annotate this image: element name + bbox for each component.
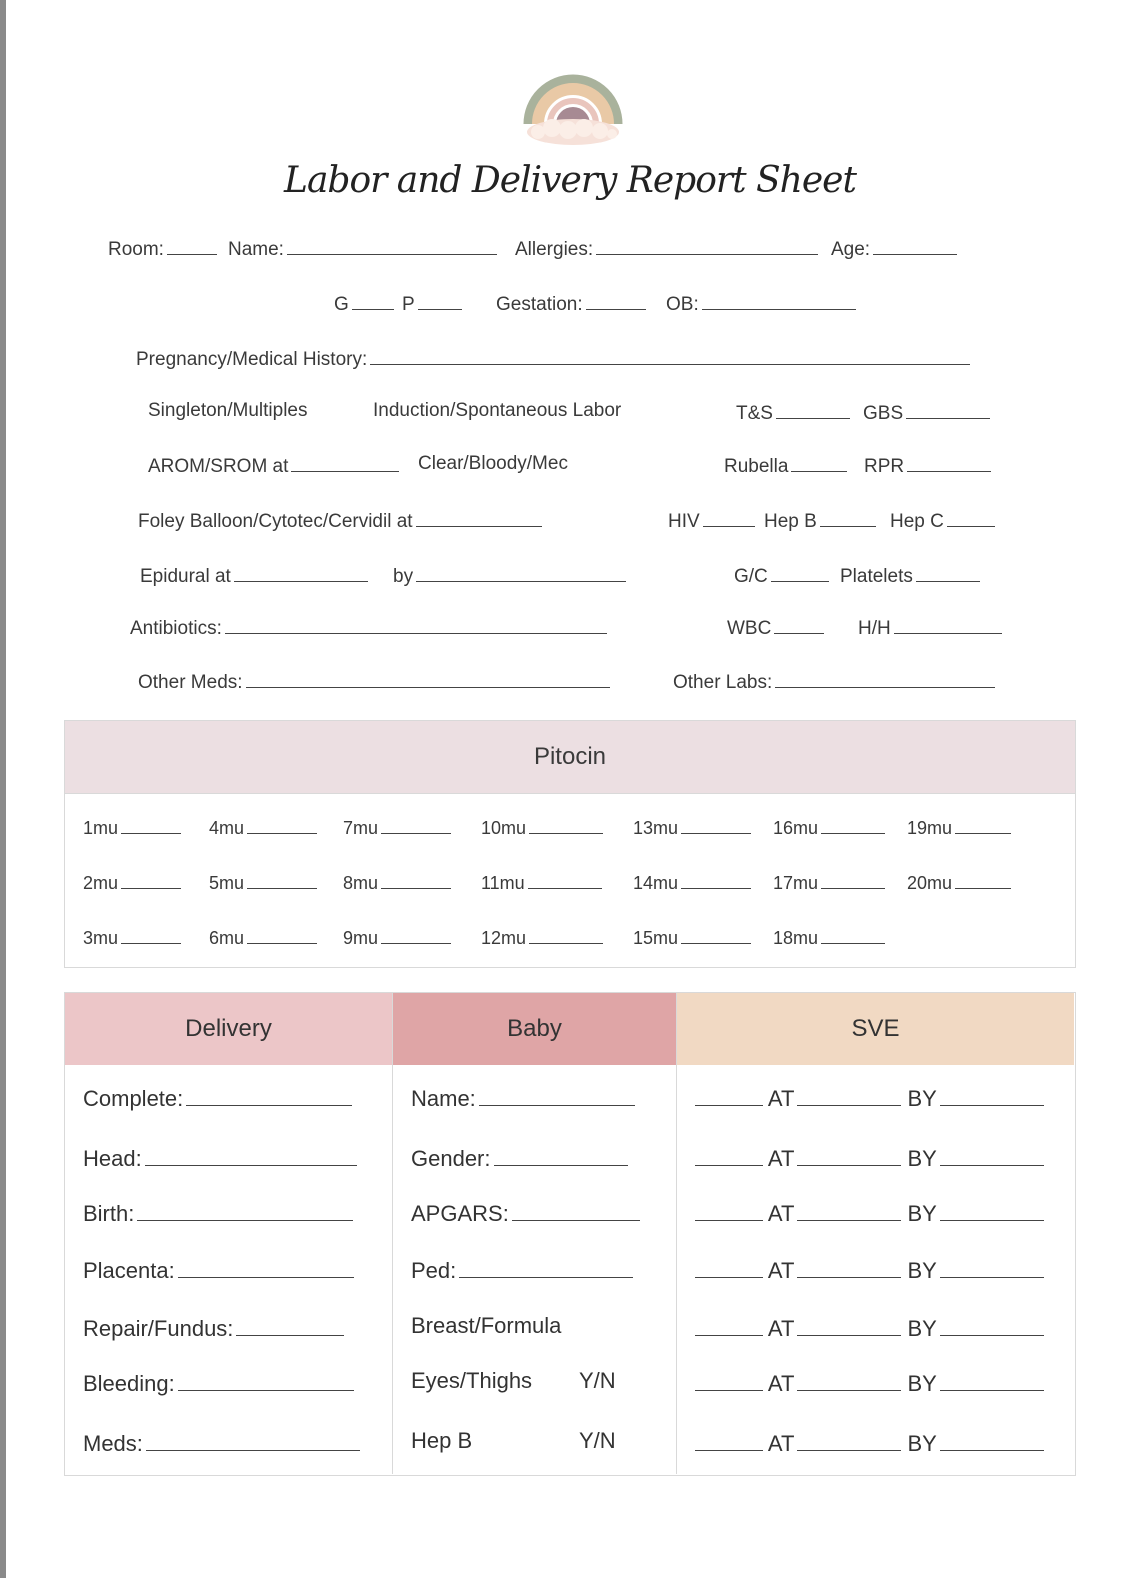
sve-by-label: BY xyxy=(901,1258,937,1283)
pitocin-rate-item xyxy=(481,868,602,896)
sve-header: SVE xyxy=(677,993,1074,1065)
sve-column xyxy=(677,993,1074,1474)
arom-label: AROM/SROM at xyxy=(148,456,289,477)
other-labs-field[interactable] xyxy=(775,665,995,688)
pitocin-rate-item xyxy=(83,923,181,951)
ts-field[interactable] xyxy=(776,396,850,419)
pitocin-table xyxy=(64,720,1076,968)
pitocin-rate-item xyxy=(343,813,451,841)
sve-at-label: AT xyxy=(763,1431,795,1456)
pitocin-rate-field[interactable] xyxy=(681,868,751,889)
pitocin-rate-label: 2mu xyxy=(83,873,119,893)
delivery-item-field[interactable] xyxy=(178,1366,354,1391)
pitocin-rate-field[interactable] xyxy=(821,813,885,834)
row-gp xyxy=(334,287,894,317)
delivery-item-label: Complete: xyxy=(83,1086,184,1111)
epidural-by-field[interactable] xyxy=(416,559,626,582)
pitocin-rate-field[interactable] xyxy=(247,923,317,944)
delivery-item xyxy=(83,1141,357,1174)
pitocin-rate-label: 4mu xyxy=(209,818,245,838)
sve-value-field[interactable] xyxy=(695,1311,763,1336)
baby-item-label: Name: xyxy=(411,1086,476,1111)
pitocin-rate-item xyxy=(907,868,1011,896)
name-label: Name: xyxy=(228,239,284,260)
pitocin-rate-label: 1mu xyxy=(83,818,119,838)
sve-at-label: AT xyxy=(763,1086,795,1111)
pitocin-header: Pitocin xyxy=(65,721,1075,794)
pitocin-rate-item xyxy=(83,813,181,841)
pitocin-rate-field[interactable] xyxy=(821,923,885,944)
antibiotics-label: Antibiotics: xyxy=(130,618,222,639)
row-arom xyxy=(148,449,1008,479)
pitocin-rate-item xyxy=(773,923,885,951)
g-label: G xyxy=(334,294,349,315)
ob-field[interactable] xyxy=(702,287,856,310)
pitocin-rate-label: 9mu xyxy=(343,928,379,948)
sve-time-field[interactable] xyxy=(797,1366,901,1391)
baby-item-field[interactable] xyxy=(494,1141,628,1166)
other-labs-label: Other Labs: xyxy=(673,672,773,693)
hh-field[interactable] xyxy=(894,611,1002,634)
other-meds-label: Other Meds: xyxy=(138,672,243,693)
rpr-field[interactable] xyxy=(907,449,991,472)
antibiotics-field[interactable] xyxy=(225,611,607,634)
pitocin-rate-field[interactable] xyxy=(247,813,317,834)
sve-by-label: BY xyxy=(901,1146,937,1171)
sve-at-label: AT xyxy=(763,1201,795,1226)
pitocin-rate-item xyxy=(633,813,751,841)
sve-value-field[interactable] xyxy=(695,1081,763,1106)
rpr-label: RPR xyxy=(864,456,905,477)
wbc-field[interactable] xyxy=(774,611,824,634)
sve-value-field[interactable] xyxy=(695,1253,763,1278)
sve-by-field[interactable] xyxy=(940,1311,1044,1336)
singleton-label: Singleton/Multiples xyxy=(148,400,308,421)
sve-value-field[interactable] xyxy=(695,1141,763,1166)
pitocin-rate-label: 6mu xyxy=(209,928,245,948)
foley-label: Foley Balloon/Cytotec/Cervidil at xyxy=(138,511,413,532)
delivery-item xyxy=(83,1426,360,1459)
baby-column xyxy=(393,993,677,1474)
sve-time-field[interactable] xyxy=(797,1141,901,1166)
hh-label: H/H xyxy=(858,618,891,639)
history-field[interactable] xyxy=(370,342,970,365)
row-history xyxy=(136,342,1016,372)
sve-row xyxy=(695,1253,1044,1286)
wbc-label: WBC xyxy=(727,618,772,639)
delivery-item xyxy=(83,1366,354,1399)
delivery-item-label: Bleeding: xyxy=(83,1371,175,1396)
gestation-field[interactable] xyxy=(586,287,646,310)
epidural-label: Epidural at xyxy=(140,566,231,587)
baby-item xyxy=(411,1196,640,1229)
baby-item xyxy=(411,1426,472,1456)
pitocin-rate-field[interactable] xyxy=(121,868,181,889)
delivery-item-label: Birth: xyxy=(83,1201,135,1226)
pitocin-rate-item xyxy=(907,813,1011,841)
baby-item-label: Ped: xyxy=(411,1258,457,1283)
delivery-baby-sve-table xyxy=(64,992,1076,1476)
gestation-label: Gestation: xyxy=(496,294,583,315)
baby-item-label: Gender: xyxy=(411,1146,491,1171)
delivery-item-label: Meds: xyxy=(83,1431,143,1456)
delivery-item-label: Head: xyxy=(83,1146,142,1171)
sve-by-field[interactable] xyxy=(940,1426,1044,1451)
room-field[interactable] xyxy=(167,232,217,255)
sve-row xyxy=(695,1141,1044,1174)
by-label: by xyxy=(393,566,414,587)
gc-label: G/C xyxy=(734,566,768,587)
sve-row xyxy=(695,1366,1044,1399)
sve-time-field[interactable] xyxy=(797,1426,901,1451)
pitocin-rate-label: 14mu xyxy=(633,873,679,893)
baby-item xyxy=(411,1141,628,1174)
baby-item-label: Hep B xyxy=(411,1428,473,1453)
delivery-item-label: Repair/Fundus: xyxy=(83,1316,234,1341)
sve-value-field[interactable] xyxy=(695,1366,763,1391)
pitocin-rate-field[interactable] xyxy=(528,868,602,889)
sve-value-field[interactable] xyxy=(695,1426,763,1451)
pitocin-rate-item xyxy=(209,813,317,841)
age-field[interactable] xyxy=(873,232,957,255)
pitocin-rate-field[interactable] xyxy=(955,868,1011,889)
sve-at-label: AT xyxy=(763,1371,795,1396)
delivery-item xyxy=(83,1311,344,1344)
delivery-item xyxy=(83,1253,354,1286)
pitocin-rate-label: 8mu xyxy=(343,873,379,893)
pitocin-rate-item xyxy=(83,868,181,896)
pitocin-rate-field[interactable] xyxy=(381,813,451,834)
sve-row xyxy=(695,1196,1044,1229)
row-room xyxy=(108,232,1008,262)
other-meds-field[interactable] xyxy=(246,665,610,688)
pitocin-rate-item xyxy=(343,868,451,896)
delivery-item-label: Placenta: xyxy=(83,1258,175,1283)
sve-by-label: BY xyxy=(901,1431,937,1456)
pitocin-rate-label: 12mu xyxy=(481,928,527,948)
clear-label: Clear/Bloody/Mec xyxy=(418,453,568,474)
row-other xyxy=(138,665,1018,695)
pitocin-rate-field[interactable] xyxy=(247,868,317,889)
rainbow-logo xyxy=(518,56,628,148)
sve-at-label: AT xyxy=(763,1258,795,1283)
pitocin-rate-item xyxy=(773,868,885,896)
pitocin-rate-item xyxy=(633,868,751,896)
platelets-field[interactable] xyxy=(916,559,980,582)
sve-by-field[interactable] xyxy=(940,1196,1044,1221)
delivery-item-field[interactable] xyxy=(178,1253,354,1278)
pitocin-rate-item xyxy=(343,923,451,951)
delivery-header: Delivery xyxy=(65,993,392,1065)
pitocin-rate-label: 7mu xyxy=(343,818,379,838)
allergies-field[interactable] xyxy=(596,232,818,255)
sve-row xyxy=(695,1311,1044,1344)
sve-by-field[interactable] xyxy=(940,1253,1044,1278)
sve-time-field[interactable] xyxy=(797,1311,901,1336)
epidural-field[interactable] xyxy=(234,559,368,582)
delivery-item xyxy=(83,1081,352,1114)
sve-by-field[interactable] xyxy=(940,1081,1044,1106)
baby-header: Baby xyxy=(393,993,676,1065)
pitocin-rate-item xyxy=(773,813,885,841)
pitocin-rate-field[interactable] xyxy=(681,923,751,944)
delivery-item xyxy=(83,1196,353,1229)
hepb-label: Hep B xyxy=(764,511,817,532)
delivery-item-field[interactable] xyxy=(146,1426,360,1451)
baby-item-label: Eyes/Thighs xyxy=(411,1368,533,1393)
hiv-label: HIV xyxy=(668,511,700,532)
delivery-item-field[interactable] xyxy=(145,1141,357,1166)
pitocin-rate-field[interactable] xyxy=(821,868,885,889)
pitocin-rate-label: 11mu xyxy=(481,873,525,893)
baby-item-field[interactable] xyxy=(479,1081,635,1106)
history-label: Pregnancy/Medical History: xyxy=(136,349,368,370)
pitocin-rate-item xyxy=(633,923,751,951)
sve-by-label: BY xyxy=(901,1316,937,1341)
delivery-item-field[interactable] xyxy=(186,1081,352,1106)
hepc-label: Hep C xyxy=(890,511,944,532)
sve-time-field[interactable] xyxy=(797,1196,901,1221)
pitocin-rate-field[interactable] xyxy=(121,923,181,944)
baby-item-field[interactable] xyxy=(512,1196,640,1221)
pitocin-rate-field[interactable] xyxy=(955,813,1011,834)
sve-by-field[interactable] xyxy=(940,1141,1044,1166)
room-label: Room: xyxy=(108,239,164,260)
pitocin-rate-item xyxy=(209,923,317,951)
sve-time-field[interactable] xyxy=(797,1253,901,1278)
pitocin-rate-label: 17mu xyxy=(773,873,819,893)
delivery-item-field[interactable] xyxy=(236,1311,344,1336)
foley-field[interactable] xyxy=(416,504,542,527)
row-foley xyxy=(138,504,1008,534)
induction-label: Induction/Spontaneous Labor xyxy=(373,400,622,421)
age-label: Age: xyxy=(831,239,871,260)
row-singleton xyxy=(148,396,1008,426)
pitocin-rate-label: 16mu xyxy=(773,818,819,838)
pitocin-rate-label: 15mu xyxy=(633,928,679,948)
sve-by-label: BY xyxy=(901,1086,937,1111)
rubella-field[interactable] xyxy=(791,449,847,472)
baby-item xyxy=(411,1311,561,1341)
sve-by-label: BY xyxy=(901,1201,937,1226)
page-title: Labor and Delivery Report Sheet xyxy=(284,160,856,201)
pitocin-rate-field[interactable] xyxy=(381,923,451,944)
pitocin-rate-item xyxy=(481,923,603,951)
baby-item-label: APGARS: xyxy=(411,1201,509,1226)
arom-field[interactable] xyxy=(291,449,399,472)
pitocin-rate-item xyxy=(481,813,603,841)
sve-at-label: AT xyxy=(763,1316,795,1341)
pitocin-rate-field[interactable] xyxy=(529,813,603,834)
delivery-item-field[interactable] xyxy=(137,1196,353,1221)
yes-no-option[interactable]: Y/N xyxy=(579,1368,616,1393)
hiv-field[interactable] xyxy=(703,504,755,527)
pitocin-rate-label: 19mu xyxy=(907,818,953,838)
sve-row xyxy=(695,1426,1044,1459)
pitocin-rate-label: 10mu xyxy=(481,818,527,838)
sve-by-label: BY xyxy=(901,1371,937,1396)
pitocin-rate-field[interactable] xyxy=(681,813,751,834)
row-antibiotics xyxy=(130,611,1010,641)
gc-field[interactable] xyxy=(771,559,829,582)
allergies-label: Allergies: xyxy=(515,239,594,260)
pitocin-rate-field[interactable] xyxy=(381,868,451,889)
p-label: P xyxy=(402,294,415,315)
rubella-label: Rubella xyxy=(724,456,789,477)
pitocin-rate-item xyxy=(209,868,317,896)
sve-at-label: AT xyxy=(763,1146,795,1171)
gbs-label: GBS xyxy=(863,403,904,424)
delivery-column xyxy=(65,993,393,1474)
pitocin-rate-label: 5mu xyxy=(209,873,245,893)
name-field[interactable] xyxy=(287,232,497,255)
hepc-field[interactable] xyxy=(947,504,995,527)
g-field[interactable] xyxy=(352,287,394,310)
platelets-label: Platelets xyxy=(840,566,913,587)
pitocin-rate-field[interactable] xyxy=(121,813,181,834)
ts-label: T&S xyxy=(736,403,773,424)
baby-item xyxy=(411,1253,633,1286)
sve-by-field[interactable] xyxy=(940,1366,1044,1391)
ob-label: OB: xyxy=(666,294,699,315)
pitocin-rate-label: 13mu xyxy=(633,818,679,838)
pitocin-rate-label: 18mu xyxy=(773,928,819,948)
baby-item xyxy=(411,1081,635,1114)
hepb-field[interactable] xyxy=(820,504,876,527)
yes-no-option[interactable]: Y/N xyxy=(579,1428,616,1453)
sve-time-field[interactable] xyxy=(797,1081,901,1106)
pitocin-rate-label: 3mu xyxy=(83,928,119,948)
row-epidural xyxy=(140,559,1010,589)
baby-item-field[interactable] xyxy=(459,1253,633,1278)
page-edge xyxy=(0,0,6,1578)
gbs-field[interactable] xyxy=(906,396,990,419)
pitocin-rate-field[interactable] xyxy=(529,923,603,944)
sve-value-field[interactable] xyxy=(695,1196,763,1221)
baby-item-label: Breast/Formula xyxy=(411,1313,562,1338)
pitocin-rate-label: 20mu xyxy=(907,873,953,893)
p-field[interactable] xyxy=(418,287,462,310)
sve-row xyxy=(695,1081,1044,1114)
baby-item xyxy=(411,1366,532,1396)
